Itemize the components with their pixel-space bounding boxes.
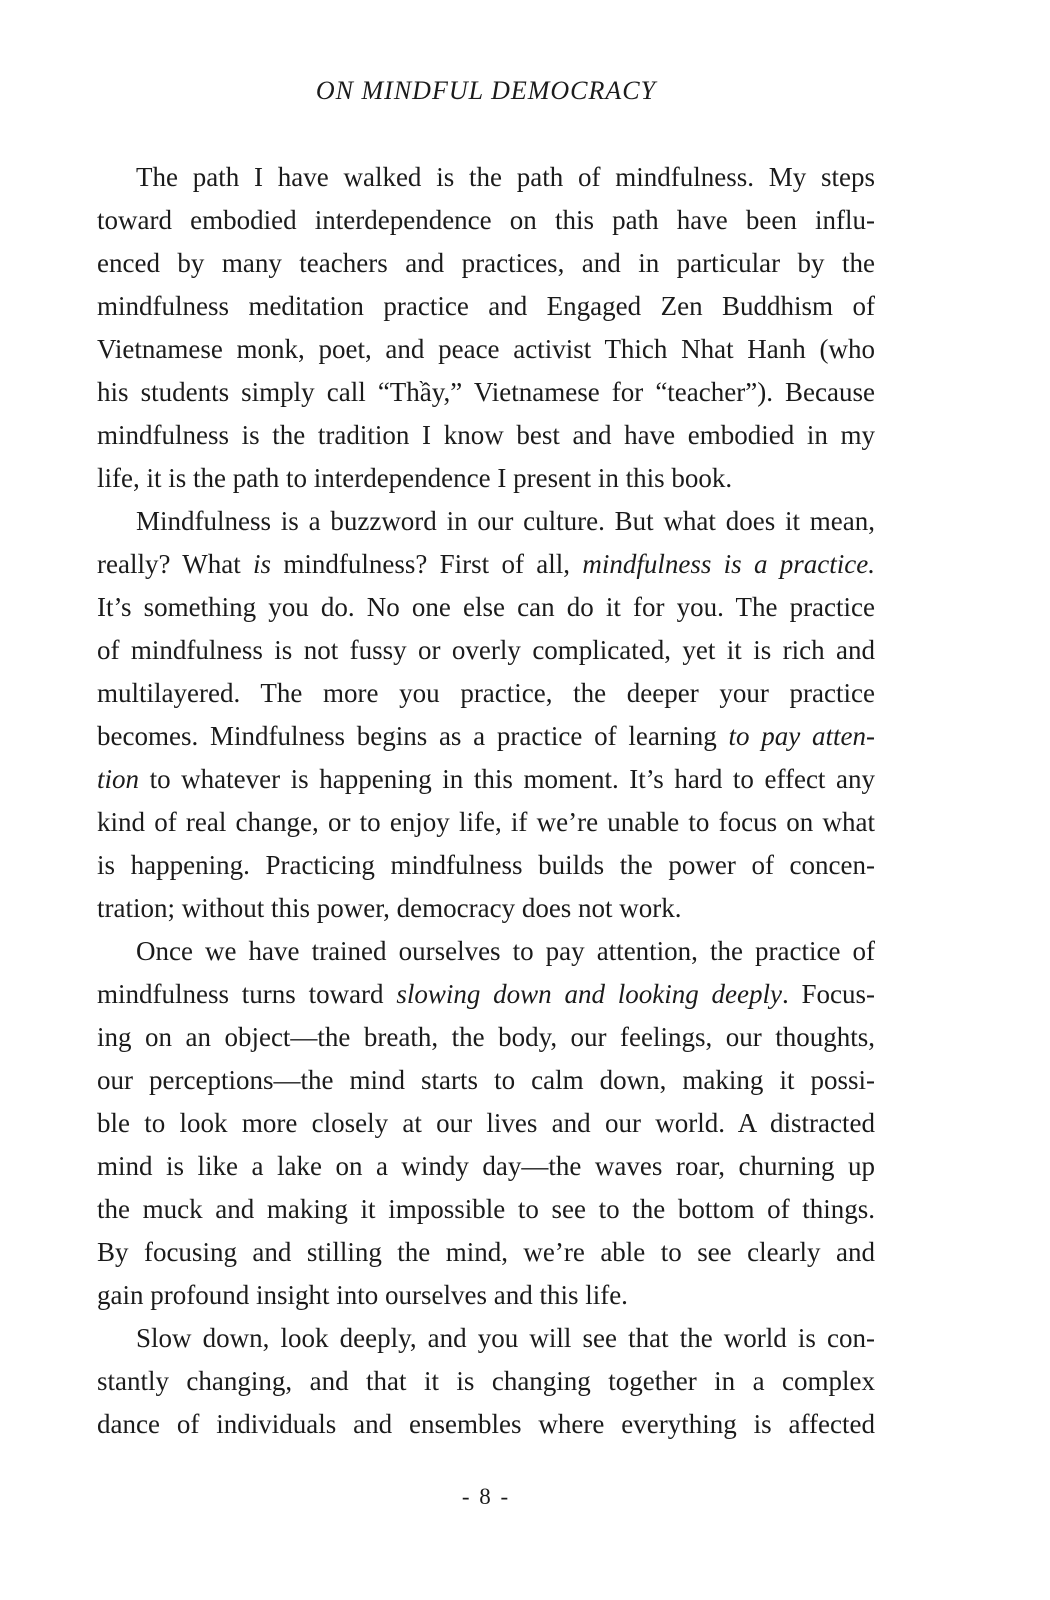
text-segment: kind of real change, or to enjoy life, if we’re unable to focus on what (97, 807, 875, 837)
text-line (97, 1016, 875, 1059)
text-line (97, 1317, 875, 1360)
text-segment: ing on an object—the breath, the body, our feelings, our thoughts, (97, 1022, 875, 1052)
text-line (97, 371, 875, 414)
text-line (97, 285, 875, 328)
text-segment: mind is like a lake on a windy day—the waves roar, churning up (97, 1151, 875, 1181)
text-segment: life, it is the path to interdependence I present in this book. (97, 463, 733, 493)
text-segment: mindfulness? First of all, (271, 549, 583, 579)
text-line (97, 586, 875, 629)
text-segment: mindfulness meditation practice and Engaged Zen Buddhism of (97, 291, 875, 321)
text-segment: Once we have trained ourselves to pay attention, the practice of (136, 936, 875, 966)
text-segment: multilayered. The more you practice, the deeper your practice (97, 678, 875, 708)
text-segment: toward embodied interdependence on this path have been influ- (97, 205, 875, 235)
paragraph (97, 1317, 875, 1446)
body-text (97, 156, 875, 1446)
text-segment: It’s something you do. No one else can do it for you. The practice (97, 592, 875, 622)
text-segment: the muck and making it impossible to see to the bottom of things. (97, 1194, 875, 1224)
text-line (97, 1274, 875, 1317)
text-segment: becomes. Mindfulness begins as a practice of learning (97, 721, 729, 751)
italic-text: slowing down and looking deeply (396, 979, 782, 1009)
text-segment: really? What (97, 549, 254, 579)
text-line (97, 242, 875, 285)
text-line (97, 1403, 875, 1446)
text-line (97, 199, 875, 242)
text-segment: Mindfulness is a buzzword in our culture. But what does it mean, (136, 506, 875, 536)
text-segment: . Focus- (781, 979, 876, 1009)
italic-text: to pay atten- (728, 721, 876, 751)
text-segment: Vietnamese monk, poet, and peace activist Thich Nhat Hanh (who (97, 334, 875, 364)
text-segment: dance of individuals and ensembles where everything is affected (97, 1409, 875, 1439)
text-line (97, 887, 875, 930)
text-line (97, 500, 875, 543)
text-line (97, 457, 875, 500)
paragraph (97, 500, 875, 930)
italic-text: tion (97, 764, 140, 794)
text-line (97, 715, 875, 758)
text-segment: stantly changing, and that it is changing together in a complex (97, 1366, 875, 1396)
text-segment: Slow down, look deeply, and you will see that the world is con- (136, 1323, 875, 1353)
text-line (97, 801, 875, 844)
paragraph (97, 930, 875, 1317)
text-line (97, 328, 875, 371)
text-line (97, 1059, 875, 1102)
text-segment: ble to look more closely at our lives and our world. A distracted (97, 1108, 875, 1138)
text-line (97, 672, 875, 715)
text-segment: his students simply call “Thầy,” Vietnamese for “teacher”). Because (97, 377, 875, 407)
text-line (97, 156, 875, 199)
text-line (97, 1145, 875, 1188)
text-segment: is happening. Practicing mindfulness builds the power of concen- (97, 850, 875, 880)
page-number: - 8 - (461, 1484, 511, 1509)
text-line (97, 1360, 875, 1403)
italic-text: is (253, 549, 272, 579)
text-line (97, 1231, 875, 1274)
text-segment: The path I have walked is the path of mindfulness. My steps (136, 162, 875, 192)
text-line (97, 1102, 875, 1145)
text-line (97, 973, 875, 1016)
text-segment: mindfulness is the tradition I know best and have embodied in my (97, 420, 875, 450)
text-segment: By focusing and stilling the mind, we’re able to see clearly and (97, 1237, 875, 1267)
text-segment: our perceptions—the mind starts to calm down, making it possi- (97, 1065, 875, 1095)
paragraph (97, 156, 875, 500)
running-header: ON MINDFUL DEMOCRACY (315, 76, 657, 105)
text-line (97, 844, 875, 887)
text-segment: tration; without this power, democracy does not work. (97, 893, 682, 923)
text-line (97, 1188, 875, 1231)
italic-text: mindfulness is a practice. (582, 549, 875, 579)
text-segment: gain profound insight into ourselves and this life. (97, 1280, 628, 1310)
text-segment: to whatever is happening in this moment. It’s hard to effect any (139, 764, 875, 794)
text-segment: of mindfulness is not fussy or overly complicated, yet it is rich and (97, 635, 875, 665)
text-line (97, 414, 875, 457)
text-segment: enced by many teachers and practices, and in particular by the (97, 248, 875, 278)
text-line (97, 758, 875, 801)
text-line (97, 629, 875, 672)
text-line (97, 930, 875, 973)
text-segment: mindfulness turns toward (97, 979, 397, 1009)
text-line (97, 543, 875, 586)
